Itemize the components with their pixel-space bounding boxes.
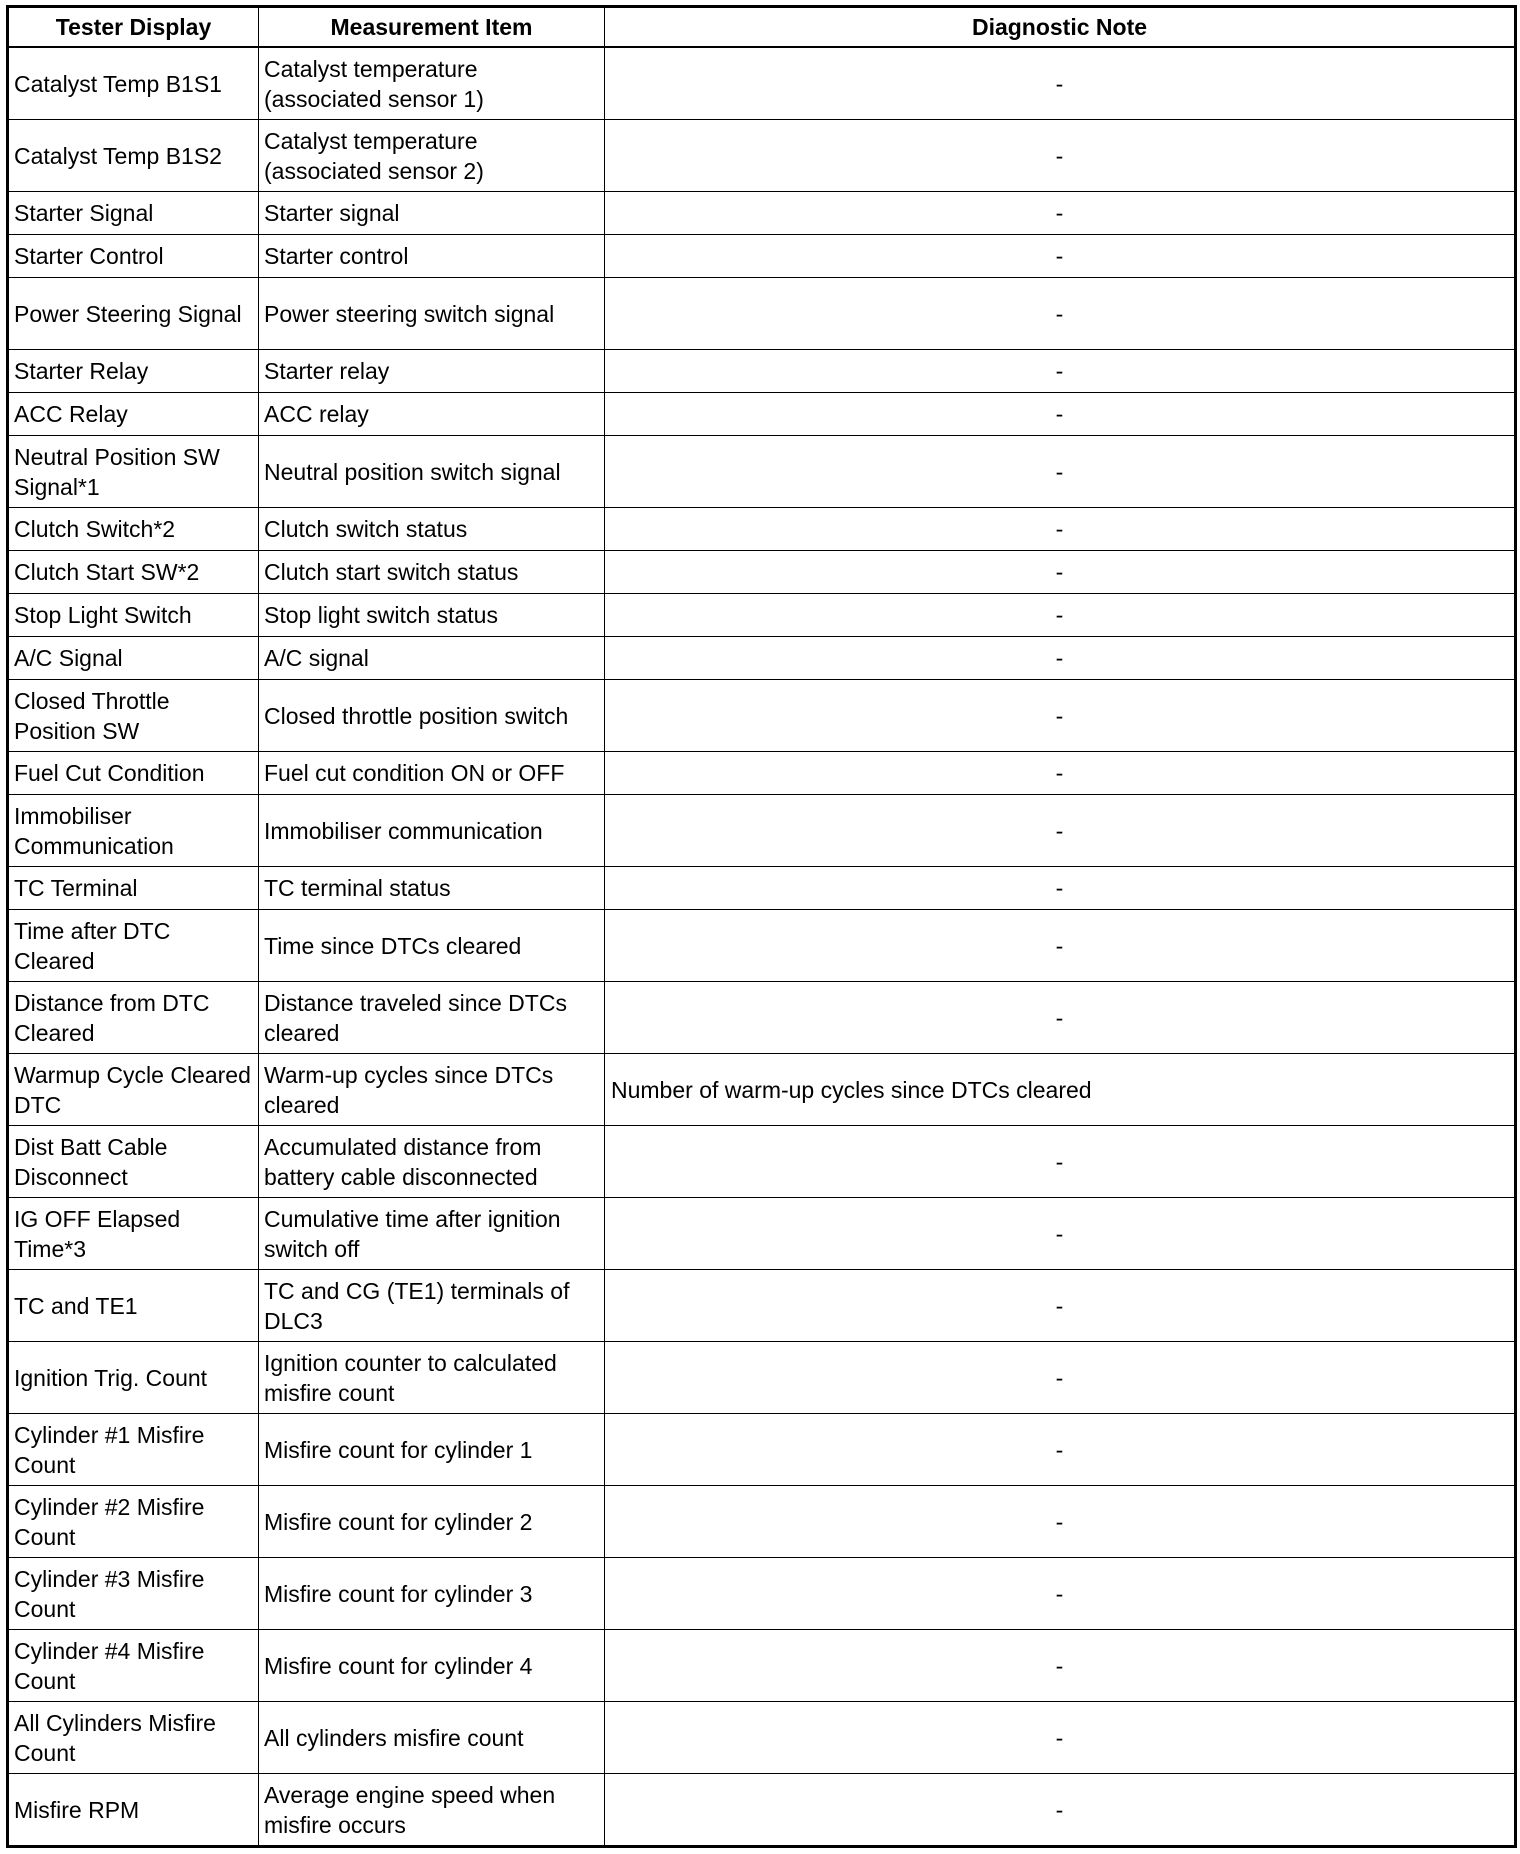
cell-measurement-item: Misfire count for cylinder 2: [259, 1486, 605, 1558]
cell-measurement-item: Immobiliser communication: [259, 795, 605, 867]
cell-tester-display: Catalyst Temp B1S2: [8, 120, 259, 192]
cell-tester-display: Neutral Position SW Signal*1: [8, 436, 259, 508]
cell-diagnostic-note: -: [605, 436, 1516, 508]
cell-diagnostic-note: -: [605, 1486, 1516, 1558]
cell-tester-display: Starter Relay: [8, 350, 259, 393]
cell-measurement-item: Starter signal: [259, 192, 605, 235]
cell-diagnostic-note: -: [605, 752, 1516, 795]
cell-tester-display: Catalyst Temp B1S1: [8, 47, 259, 120]
cell-measurement-item: Neutral position switch signal: [259, 436, 605, 508]
cell-diagnostic-note: -: [605, 192, 1516, 235]
cell-diagnostic-note: -: [605, 508, 1516, 551]
cell-diagnostic-note: Number of warm-up cycles since DTCs cleared: [605, 1054, 1516, 1126]
cell-diagnostic-note: -: [605, 393, 1516, 436]
table-row: [8, 910, 1516, 982]
table-row: [8, 1270, 1516, 1342]
cell-measurement-item: A/C signal: [259, 637, 605, 680]
table-row: [8, 1198, 1516, 1270]
cell-measurement-item: Time since DTCs cleared: [259, 910, 605, 982]
cell-tester-display: All Cylinders Misfire Count: [8, 1702, 259, 1774]
cell-measurement-item: Clutch start switch status: [259, 551, 605, 594]
cell-diagnostic-note: -: [605, 47, 1516, 120]
cell-tester-display: Closed Throttle Position SW: [8, 680, 259, 752]
cell-measurement-item: TC and CG (TE1) terminals of DLC3: [259, 1270, 605, 1342]
cell-tester-display: Stop Light Switch: [8, 594, 259, 637]
cell-diagnostic-note: -: [605, 637, 1516, 680]
table-header: [8, 7, 1516, 48]
cell-tester-display: Immobiliser Communication: [8, 795, 259, 867]
cell-measurement-item: Accumulated distance from battery cable disconnected: [259, 1126, 605, 1198]
cell-tester-display: Starter Control: [8, 235, 259, 278]
table-row: [8, 436, 1516, 508]
cell-diagnostic-note: -: [605, 1342, 1516, 1414]
cell-diagnostic-note: -: [605, 680, 1516, 752]
cell-measurement-item: TC terminal status: [259, 867, 605, 910]
header-row: [8, 7, 1516, 48]
cell-tester-display: Fuel Cut Condition: [8, 752, 259, 795]
cell-measurement-item: Starter relay: [259, 350, 605, 393]
cell-diagnostic-note: -: [605, 1630, 1516, 1702]
table-body: [8, 47, 1516, 1847]
cell-tester-display: Clutch Start SW*2: [8, 551, 259, 594]
cell-diagnostic-note: -: [605, 795, 1516, 867]
cell-tester-display: TC and TE1: [8, 1270, 259, 1342]
cell-measurement-item: Fuel cut condition ON or OFF: [259, 752, 605, 795]
cell-measurement-item: Misfire count for cylinder 1: [259, 1414, 605, 1486]
cell-diagnostic-note: -: [605, 1774, 1516, 1847]
cell-tester-display: ACC Relay: [8, 393, 259, 436]
cell-diagnostic-note: -: [605, 1198, 1516, 1270]
cell-tester-display: Cylinder #3 Misfire Count: [8, 1558, 259, 1630]
table-row: [8, 120, 1516, 192]
document-page: [6, 5, 1514, 1848]
cell-measurement-item: Closed throttle position switch: [259, 680, 605, 752]
table-row: [8, 1126, 1516, 1198]
cell-diagnostic-note: -: [605, 1558, 1516, 1630]
tester-data-table: [6, 5, 1517, 1848]
cell-diagnostic-note: -: [605, 982, 1516, 1054]
cell-measurement-item: Catalyst temperature (associated sensor 2): [259, 120, 605, 192]
cell-diagnostic-note: -: [605, 1126, 1516, 1198]
table-row: [8, 982, 1516, 1054]
table-row: [8, 1702, 1516, 1774]
cell-measurement-item: Average engine speed when misfire occurs: [259, 1774, 605, 1847]
cell-measurement-item: Clutch switch status: [259, 508, 605, 551]
cell-tester-display: TC Terminal: [8, 867, 259, 910]
cell-diagnostic-note: -: [605, 1702, 1516, 1774]
cell-tester-display: Ignition Trig. Count: [8, 1342, 259, 1414]
table-row: [8, 1558, 1516, 1630]
cell-tester-display: Power Steering Signal: [8, 278, 259, 350]
header-diagnostic-note: Diagnostic Note: [605, 7, 1516, 48]
header-tester-display: Tester Display: [8, 7, 259, 48]
table-row: [8, 594, 1516, 637]
cell-tester-display: Cylinder #2 Misfire Count: [8, 1486, 259, 1558]
cell-diagnostic-note: -: [605, 350, 1516, 393]
cell-tester-display: Starter Signal: [8, 192, 259, 235]
cell-diagnostic-note: -: [605, 1414, 1516, 1486]
table-row: [8, 1342, 1516, 1414]
cell-diagnostic-note: -: [605, 867, 1516, 910]
table-row: [8, 867, 1516, 910]
cell-measurement-item: Cumulative time after ignition switch off: [259, 1198, 605, 1270]
cell-measurement-item: ACC relay: [259, 393, 605, 436]
table-row: [8, 1486, 1516, 1558]
cell-measurement-item: Starter control: [259, 235, 605, 278]
cell-tester-display: Cylinder #1 Misfire Count: [8, 1414, 259, 1486]
table-row: [8, 278, 1516, 350]
table-row: [8, 551, 1516, 594]
cell-diagnostic-note: -: [605, 120, 1516, 192]
cell-tester-display: A/C Signal: [8, 637, 259, 680]
header-measurement-item: Measurement Item: [259, 7, 605, 48]
cell-tester-display: Time after DTC Cleared: [8, 910, 259, 982]
cell-measurement-item: Warm-up cycles since DTCs cleared: [259, 1054, 605, 1126]
table-row: [8, 508, 1516, 551]
cell-tester-display: Misfire RPM: [8, 1774, 259, 1847]
cell-tester-display: IG OFF Elapsed Time*3: [8, 1198, 259, 1270]
cell-diagnostic-note: -: [605, 1270, 1516, 1342]
cell-measurement-item: Power steering switch signal: [259, 278, 605, 350]
table-row: [8, 752, 1516, 795]
table-row: [8, 1054, 1516, 1126]
cell-tester-display: Distance from DTC Cleared: [8, 982, 259, 1054]
cell-measurement-item: Misfire count for cylinder 4: [259, 1630, 605, 1702]
cell-measurement-item: Stop light switch status: [259, 594, 605, 637]
cell-measurement-item: Misfire count for cylinder 3: [259, 1558, 605, 1630]
table-row: [8, 1630, 1516, 1702]
cell-tester-display: Warmup Cycle Cleared DTC: [8, 1054, 259, 1126]
table-row: [8, 1414, 1516, 1486]
cell-diagnostic-note: -: [605, 235, 1516, 278]
cell-tester-display: Clutch Switch*2: [8, 508, 259, 551]
cell-tester-display: Dist Batt Cable Disconnect: [8, 1126, 259, 1198]
cell-diagnostic-note: -: [605, 910, 1516, 982]
table-row: [8, 350, 1516, 393]
table-row: [8, 235, 1516, 278]
table-row: [8, 680, 1516, 752]
cell-diagnostic-note: -: [605, 594, 1516, 637]
table-row: [8, 393, 1516, 436]
cell-measurement-item: Catalyst temperature (associated sensor 1): [259, 47, 605, 120]
cell-measurement-item: Ignition counter to calculated misfire count: [259, 1342, 605, 1414]
table-row: [8, 47, 1516, 120]
cell-diagnostic-note: -: [605, 551, 1516, 594]
table-row: [8, 192, 1516, 235]
table-row: [8, 795, 1516, 867]
cell-measurement-item: Distance traveled since DTCs cleared: [259, 982, 605, 1054]
table-row: [8, 637, 1516, 680]
cell-measurement-item: All cylinders misfire count: [259, 1702, 605, 1774]
cell-diagnostic-note: -: [605, 278, 1516, 350]
table-row: [8, 1774, 1516, 1847]
cell-tester-display: Cylinder #4 Misfire Count: [8, 1630, 259, 1702]
